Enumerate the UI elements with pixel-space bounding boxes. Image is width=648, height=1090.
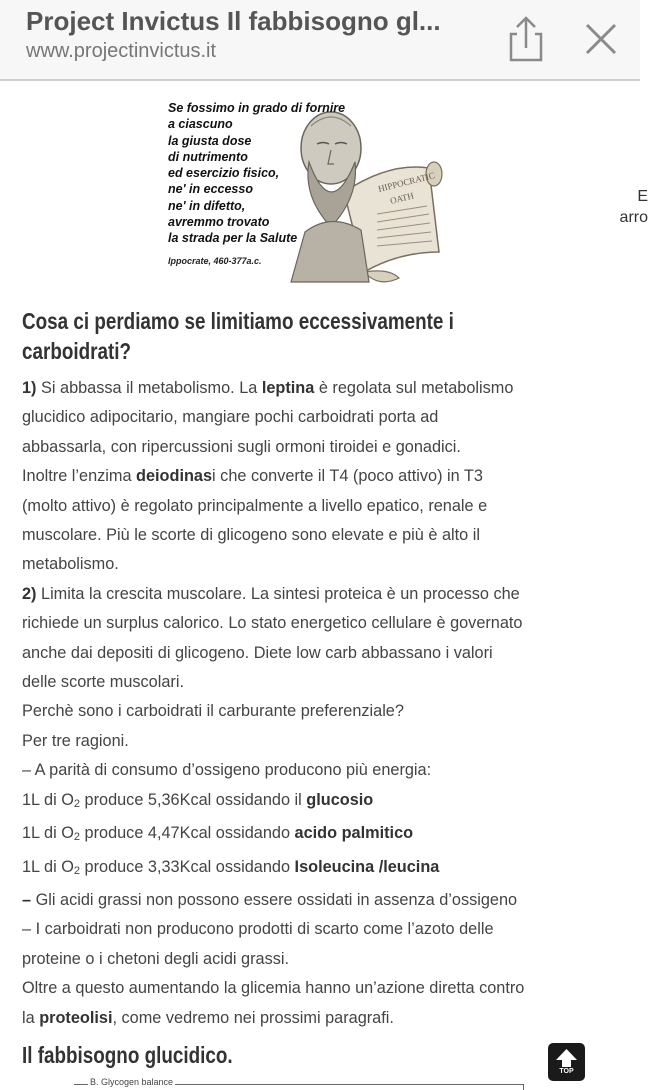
quote-line: ne' in difetto,	[168, 198, 246, 213]
quote-text	[168, 100, 345, 247]
paragraph-line: Oltre a questo aumentando la glicemia hanno un’azione diretta contro	[22, 979, 525, 998]
section-heading	[22, 306, 454, 366]
offscreen-text-fragment	[608, 186, 648, 228]
close-icon	[576, 14, 626, 64]
paragraph-line: – Gli acidi grassi non possono essere ossidati in assenza d’ossigeno	[22, 890, 518, 909]
paragraph-line: la proteolisi, come vedremo nei prossimi paragrafi.	[22, 1008, 394, 1027]
paragraph-line: abbassarla, con ripercussioni sugli ormoni tiroidei e gonadici.	[22, 437, 461, 456]
paragraph-line: glucidico adipocitario, mangiare pochi carboidrati porta ad	[22, 408, 439, 427]
paragraph-line: Inoltre l’enzima deiodinasi che converte il T4 (poco attivo) in T3	[22, 467, 483, 486]
hippocrates-quote-image	[164, 100, 438, 286]
paragraph-line: – A parità di consumo d’ossigeno producono più energia:	[22, 761, 432, 780]
paragraph-line: (molto attivo) è regolato principalmente a livello epatico, renale e	[22, 496, 488, 515]
glycogen-chart-preview	[74, 1077, 524, 1089]
offscreen-text-line: E	[637, 188, 648, 205]
quote-line: la strada per la Salute	[168, 231, 298, 246]
quote-line: a ciascuno	[168, 117, 233, 132]
paragraph-line: Perchè sono i carboidrati il carburante preferenziale?	[22, 702, 404, 721]
paragraph-line: proteine o i chetoni degli acidi grassi.	[22, 949, 289, 968]
paragraph-line: 1L di $O_2$ produce 4,47Kcal ossidando acido palmitico	[22, 824, 414, 844]
chart-frame-edge	[523, 1084, 524, 1090]
close-button[interactable]	[576, 14, 626, 64]
quote-line: la giusta dose	[168, 133, 252, 148]
section-heading-line: Cosa ci perdiamo se limitiamo eccessivamente i	[22, 308, 454, 334]
quote-line: ed esercizio fisico,	[168, 166, 280, 181]
scroll-title-line: OATH	[389, 190, 415, 206]
paragraph-line: 1L di $O_2$ produce 5,36Kcal ossidando il glucosio	[22, 790, 374, 810]
paragraph-line: anche dai depositi di glicogeno. Diete low carb abbassano i valori	[22, 643, 493, 662]
page-url[interactable]: www.projectinvictus.it	[26, 40, 217, 62]
back-to-top-label: TOP	[559, 1068, 574, 1075]
quote-line: di nutrimento	[168, 149, 248, 164]
paragraph-line: – I carboidrati non producono prodotti di scarto come l’azoto delle	[22, 920, 494, 939]
browser-top-bar	[0, 0, 640, 81]
paragraph-line: metabolismo.	[22, 555, 119, 574]
page-title: Project Invictus Il fabbisogno gl...	[26, 6, 441, 36]
chart-caption: B. Glycogen balance	[90, 1077, 174, 1087]
paragraph-line: 1L di $O_2$ produce 3,33Kcal ossidando Isoleucina /leucina	[22, 857, 440, 877]
quote-author: Ippocrate, 460-377a.c.	[168, 256, 262, 266]
paragraph-line: richiede un surplus calorico. Lo stato energetico cellulare è governato	[22, 614, 523, 633]
paragraph-line: Per tre ragioni.	[22, 731, 129, 750]
share-icon	[500, 12, 552, 64]
back-to-top-button[interactable]	[548, 1043, 585, 1081]
quote-line: ne' in eccesso	[168, 182, 253, 197]
offscreen-text-line: arro	[619, 209, 648, 226]
quote-line: avremmo trovato	[168, 215, 270, 230]
section-heading-line: carboidrati?	[22, 338, 131, 364]
scroll-title-line: HIPPOCRATIC	[377, 170, 436, 194]
quote-line: Se fossimo in grado di fornire	[168, 101, 346, 115]
paragraph-line: muscolare. Più le scorte di glicogeno sono elevate e più è alto il	[22, 526, 480, 545]
article-body	[22, 374, 622, 1033]
paragraph-line: 1) Si abbassa il metabolismo. La leptina è regolata sul metabolismo	[22, 379, 514, 397]
paragraph-line: 2) Limita la crescita muscolare. La sintesi proteica è un processo che	[22, 584, 520, 603]
paragraph-line: delle scorte muscolari.	[22, 673, 184, 692]
share-button[interactable]	[500, 12, 552, 64]
section-heading: Il fabbisogno glucidico.	[22, 1042, 233, 1068]
